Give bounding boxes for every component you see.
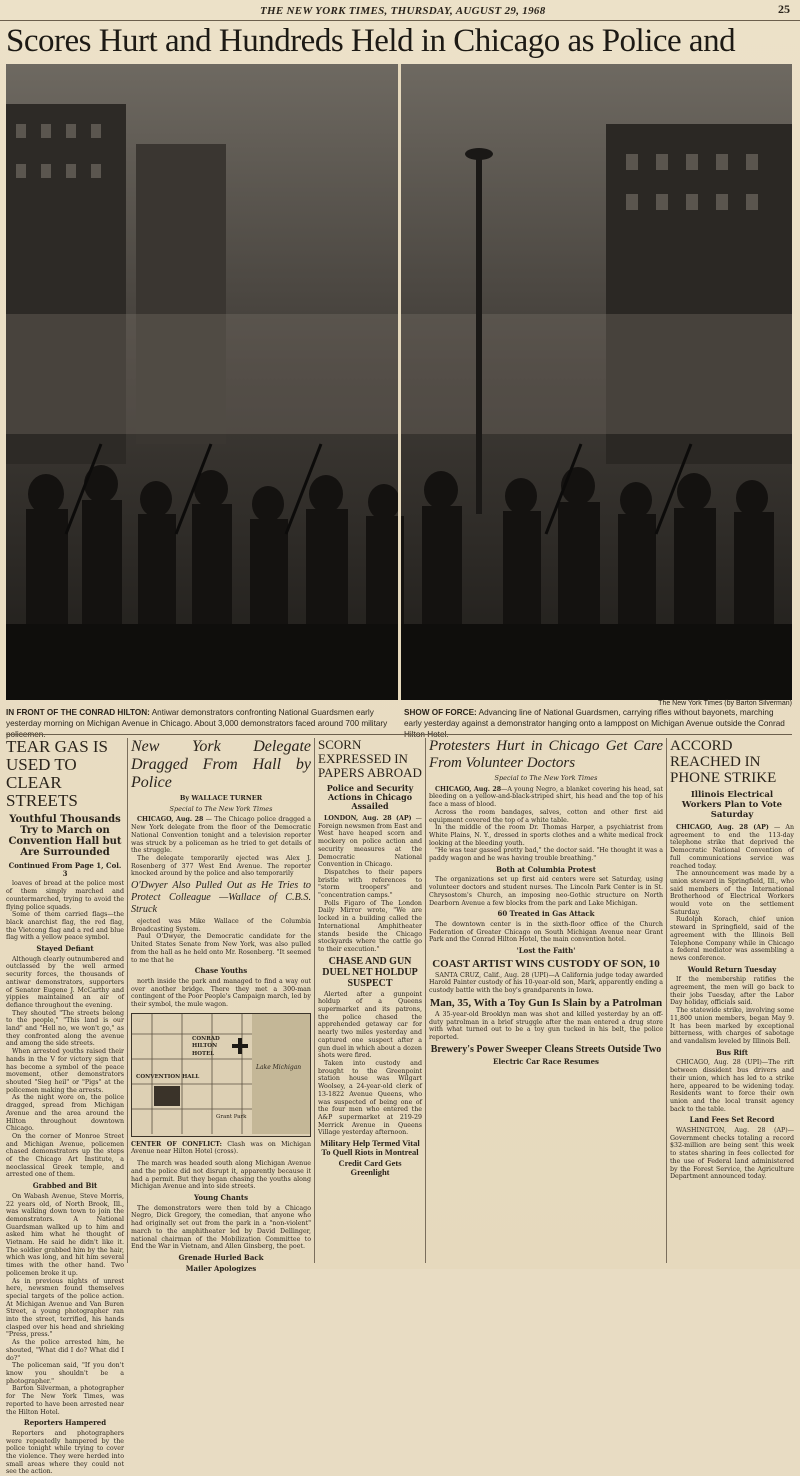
section-rule <box>6 734 792 735</box>
article-delegate <box>131 738 312 1273</box>
paragraph: Rudolph Korach, chief union steward in Springfield, said of the agreement with the Illinois Bell Telephone Company while in Chicago a federal mediator was assembling a news conference. <box>670 916 794 962</box>
column-rule <box>127 738 128 1263</box>
paragraph: The organizations set up first aid centers were set Saturday, using volunteer doctors and student nurses. The Lincoln Park Center is in St. Chrysostom's Church, an imposing neo-Gothic structure on North Dearborn Avenue a few blocks from the park and Lake Michigan. <box>429 876 663 907</box>
paragraph: They shouted "The streets belong to the people," "This land is our land" and "Hell no, we won't go," as they confronted along the avenue and among the side streets. <box>6 1009 124 1048</box>
paragraph: Dispatches to their papers bristle with references to "storm troopers" and "concentration camps." <box>318 868 422 900</box>
paragraph: If the membership ratifies the agreement, the men will go back to their jobs Tuesday, after the Labor Day holiday, officials said. <box>670 976 794 1007</box>
subhead: Bus Rift <box>715 1047 749 1057</box>
dateline: LONDON, Aug. 28 (AP) <box>324 815 412 822</box>
paragraph: The policeman said, "If you don't know you shouldn't be a photographer." <box>6 1362 124 1385</box>
column-rule <box>666 738 667 1263</box>
paragraph: A 35-year-old Brooklyn man was shot and killed yesterday by an off-duty patrolman in a brief struggle after the man entered a drug store with what turned out to be a toy gun tucked in his belt, the police reported. <box>429 1010 663 1041</box>
byline-note: Special to The New York Times <box>494 774 598 782</box>
paragraph: — The Chicago police dragged a New York delegate from the floor of the Democratic National Convention tonight and a television reporter was struck by a policeman as he tried to get details of the struggle. <box>131 816 312 855</box>
subhead: Would Return Tuesday <box>687 964 777 974</box>
subhead: 'Lost the Faith' <box>516 946 576 956</box>
paragraph: As the night wore on, the police dragged, spread from Michigan Avenue and the area around the Hilton throughout downtown Chicago. <box>6 1094 124 1133</box>
paragraph: The statewide strike, involving some 11,800 union members, began May 9. It has been marked by exceptional bitterness, with charges of sabotage and vandalism leveled by Illinois Bell. <box>670 1007 794 1045</box>
column-rule <box>425 738 426 1263</box>
paragraph: The demonstrators were then told by a Chicago Negro, Dick Gregory, the comedian, that anyone who had originally set out from the park in a "non-violent" march to the amphitheater led by David Dellinger, national chairman of the Mobilization Committee to End the War in Vietnam, and Allen Ginsberg, the poet. <box>131 1204 311 1251</box>
map-caption-text: Clash was on Michigan Avenue near Hilton Hotel (cross). <box>131 1140 311 1156</box>
subhead: Reporters Hampered <box>23 1418 107 1428</box>
paragraph: — An agreement to end the 113-day telephone strike that deprived the Democratic National Convention of full communications service was reached today. <box>670 824 794 870</box>
headline-sweeper: Brewery's Power Sweeper Cleans Streets Outside Two <box>430 1043 662 1055</box>
deck-scorn: Police and Security Actions in Chicago Assailed <box>326 783 414 811</box>
banner-headline: Scores Hurt and Hundreds Held in Chicago as Police and <box>6 23 736 59</box>
subhead: Mailer Apologizes <box>185 1263 257 1273</box>
paragraph: The announcement was made by a union steward in Springfield, Ill., who said members of the International Brotherhood of Electrical Workers would vote on the settlement Saturday. <box>670 870 794 916</box>
byline-note: Special to The New York Times <box>169 804 273 813</box>
paragraph: As in previous nights of unrest here, newsmen found themselves special targets of the police action. At Michigan Avenue and Van Buren Street, a young photographer ran into the street, terrified, his hands clasped over his head and shrieking "Press, press." <box>6 1277 124 1339</box>
paragraph: Polls Figaro of The London Daily Mirror wrote, "We are locked in a building called the International Amphitheater stands beside the Chicago stockyards where the cattle go to their execution." <box>318 899 422 953</box>
article-scorn <box>318 738 422 1263</box>
headline-scorn: SCORN EXPRESSED IN PAPERS ABROAD <box>318 737 422 780</box>
headline-tear-gas: TEAR GAS IS USED TO CLEAR STREETS <box>6 737 109 810</box>
paragraph: Reporters and photographers were repeatedly hampered by the police tonight while trying to cover the violence. They were herded into small areas where they could not see the action. <box>6 1429 124 1476</box>
headline-doctors: Protesters Hurt in Chicago Get Care From Volunteer Doctors <box>429 738 663 771</box>
photo-illustration <box>6 64 792 700</box>
paragraph: Alerted after a gunpoint holdup of a Queens supermarket and its patrons, the police chased the apprehended getaway car for nearly two miles yesterday and captured one suspect after a gun duel in which about a dozen shots were fired. <box>318 990 422 1060</box>
paragraph: SANTA CRUZ, Calif., Aug. 28 (UPI)—A California judge today awarded Harold Painter custody of his 10-year-old son, Mark, apparently ending a custody battle with the boy's grandparents in Iowa. <box>429 971 663 995</box>
article-tear-gas <box>6 737 124 1476</box>
paragraph: Taken into custody and brought to the Greenpoint station house was Wilgart Woolsey, a 24-year-old clerk of 13-1822 Avenue Queens, who was suspected of being one of the four men who entered the A&P supermarket at 219-29 Merrick Avenue in Queens Village yesterday afternoon. <box>318 1059 422 1137</box>
headline-phone-strike: ACCORD REACHED IN PHONE STRIKE <box>670 738 777 786</box>
deck-phone-strike: Illinois Electrical Workers Plan to Vote Saturday <box>681 790 783 820</box>
news-photo <box>6 64 792 700</box>
map-label-lake: Lake Michigan <box>256 1063 302 1071</box>
paragraph: On the corner of Monroe Street and Michigan Avenue, policemen chased demonstrators up the steps of the Chicago Art Institute, a neoclassical Greek temple, and arrested one of them. <box>6 1132 124 1179</box>
headline-custody: COAST ARTIST WINS CUSTODY OF SON, 10 <box>432 957 660 970</box>
caption-right-lead: SHOW OF FORCE: <box>404 708 477 717</box>
subhead: Electric Car Race Resumes <box>493 1056 599 1066</box>
paragraph: ejected was Mike Wallace of the Columbia Broadcasting System. <box>131 918 311 933</box>
subhead: Grenade Hurled Back <box>178 1252 264 1262</box>
map-caption-lead: CENTER OF CONFLICT: <box>131 1140 223 1148</box>
photo-credit: The New York Times (by Barton Silverman) <box>658 700 792 707</box>
map-label-hilton: CONRAD HILTON HOTEL <box>192 1035 220 1058</box>
headline-montreal: Military Help Termed Vital To Quell Riots in Montreal <box>320 1138 420 1158</box>
headline-chase: CHASE AND GUN DUEL NET HOLDUP SUSPECT <box>322 955 418 989</box>
paragraph: The march was headed south along Michigan Avenue and the police did not disrupt it, apparently because it had a permit. But they began chasing the youths along Michigan Avenue and into side streets. <box>131 1160 311 1191</box>
paragraph: In the middle of the room Dr. Thomas Harper, a psychiatrist from White Plains, N. Y., dressed in sports clothes and a white medical frock looking at the bleeding youth. <box>429 824 663 847</box>
caption-left-lead: IN FRONT OF THE CONRAD HILTON: <box>6 708 150 717</box>
paragraph: north inside the park and managed to find a way out over another bridge. There they met a 300-man contingent of the Poor People's Campaign march, led by their symbol, the mule wagon. <box>131 977 311 1009</box>
paragraph: CHICAGO, Aug. 28 (UPI)—The rift between dissident bus drivers and their union, which has led to a strike here, appeared to be widening today. Residents want to force their own union and the local transit agency back to the table. <box>670 1059 794 1113</box>
dateline: CHICAGO, Aug. 28 <box>435 785 502 793</box>
map-label-amphitheater: CONVENTION HALL <box>136 1073 200 1080</box>
paragraph: As the police arrested him, he shouted, "What did I do? What did I do?" <box>6 1339 124 1362</box>
paragraph: The downtown center is in the sixth-floor office of the Church Federation of Greater Chicago on South Michigan Avenue near Grant Park and the Conrad Hilton Hotel, the main convention hotel. <box>429 920 663 944</box>
headline-toy-gun: Man, 35, With a Toy Gun Is Slain by a Patrolman <box>429 996 663 1009</box>
caption-left <box>6 707 391 740</box>
running-head <box>0 0 800 21</box>
paragraph: Barton Silverman, a photographer for The New York Times, was reported to have been arrested near the Hilton Hotel. <box>6 1385 124 1416</box>
paragraph: Although clearly outnumbered and outclassed by the well armed security forces, the thousands of antiwar demonstrators, supporters of Senator Eugene J. McCarthy and yippies maintained an air of defiance throughout the evening. <box>6 955 124 1009</box>
column-rule <box>314 738 315 1263</box>
subhead: Young Chants <box>193 1192 249 1202</box>
paragraph: Paul O'Dwyer, the Democratic candidate for the United States Senate from New York, was also pulled from the hall as he held onto Mr. Rosenberg. "It seemed to me that he <box>131 933 311 964</box>
paragraph: — Foreign newsmen from East and West have heaped scorn and mockery on police action and security measures at the Democratic National Convention in Chicago. <box>318 815 422 869</box>
subheadline-odwyer: O'Dwyer Also Pulled Out as He Tries to Protect Colleague —Wallace of C.B.S. Struck <box>131 880 311 916</box>
paragraph: loaves of bread at the police most of them simply marched and countermarched, trying to avoid the flying police squads. <box>6 880 124 911</box>
headline-credit-card: Credit Card Gets Greenlight <box>338 1158 402 1178</box>
subhead: Both at Columbia Protest <box>496 864 596 874</box>
map-convention <box>131 1013 311 1137</box>
paragraph: When arrested youths raised their hands in the V for victory sign that has become a symbol of the peace movement, other demonstrators shouted "Sieg heil" or "Pigs" at the policemen making the arrests. <box>6 1048 124 1094</box>
paragraph: Some of them carried flags—the black anarchist flag, the red flag, the Vietcong flag and a red and blue flag with a yellow peace symbol. <box>6 911 124 942</box>
caption-right <box>404 707 792 740</box>
paragraph: On Wabash Avenue, Steve Morris, 22 years old, of North Brook, Ill., was walking down town to join the demonstrators. A National Guardsman walked up to him and asked him what he thought of Vietnam. He said he didn't like it. The soldier grabbed him by the hair, which was long, and hit him several times with the other hand. Two policemen broke it up. <box>6 1192 124 1277</box>
map-caption <box>131 1141 311 1156</box>
byline: By WALLACE TURNER <box>179 794 263 802</box>
page-number: 25 <box>778 2 790 16</box>
caption-left-text: Antiwar demonstrators confronting National Guardsmen early yesterday morning on Michigan Avenue in Chicago. About 3,000 demonstrators faced around 700 military <box>6 708 388 728</box>
subhead: Stayed Defiant <box>36 944 94 954</box>
paragraph: —A young Negro, a blanket covering his head, sat bleeding on a yellow-and-black-striped shirt, his head and the top of his face a mass of blood. <box>429 785 663 809</box>
paragraph: Across the room bandages, salves, cotton and other first aid equipment covered the top of a white table. <box>429 808 663 824</box>
continued-line: Continued From Page 1, Col. 3 <box>8 861 122 878</box>
map-label-park: Grant Park <box>216 1113 247 1120</box>
headline-delegate: New York Delegate Dragged From Hall by Police <box>131 738 311 791</box>
subhead: Grabbed and Bit <box>32 1181 98 1191</box>
caption-right-text: Advancing line of National Guardsmen, carrying rifles without bayonets, marching early yesterday against a demonstrator hanging onto a lamppost on Michigan Avenue outside the Conrad <box>404 708 785 728</box>
paragraph: "He was tear gassed pretty bad," the doctor said. "He thought it was a paddy wagon and he was having trouble breathing." <box>429 847 663 863</box>
paragraph: The delegate temporarily ejected was Alex J. Rosenberg of 377 West End Avenue. The reporter knocked around by the police and also temporarily <box>131 854 311 878</box>
subhead: Land Fees Set Record <box>689 1115 775 1125</box>
article-phone-strike <box>670 738 794 1263</box>
article-doctors <box>429 738 663 1263</box>
dateline: CHICAGO, Aug. 28 (AP) <box>676 824 769 831</box>
deck-tear-gas: Youthful Thousands Try to March on Convention Hall but Are Surrounded <box>8 814 122 858</box>
paragraph: WASHINGTON, Aug. 28 (AP)—Government checks totaling a record $32-million are being sent this week to states sharing in fees collected for the use of Federal land administered by the Forest Service, the Agriculture Department announced today. <box>670 1127 794 1181</box>
running-head-title: THE NEW YORK TIMES, THURSDAY, AUGUST 29, 1968 <box>260 5 546 17</box>
subhead: 60 Treated in Gas Attack <box>497 909 595 919</box>
dateline: CHICAGO, Aug. 28 <box>137 816 204 824</box>
subhead: Chase Youths <box>194 966 248 976</box>
